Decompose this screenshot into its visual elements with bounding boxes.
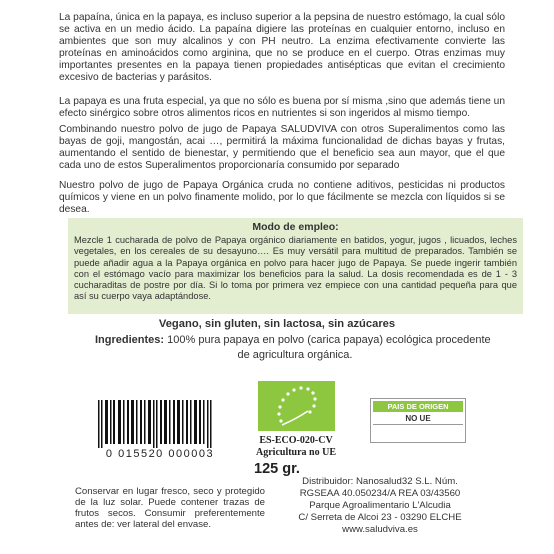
eu-organic-leaf-icon (258, 381, 335, 431)
ingredients (95, 333, 495, 362)
distributor-info (280, 476, 480, 536)
ingredients-text: 100% pura papaya en polvo (carica papaya) ecológica procedente (167, 334, 491, 346)
origin-value: NO UE (373, 414, 463, 425)
description-paragraph-1: La papaína, única en la papaya, es incluso superior a la pepsina de nuestro estómago, la cual sólo se activa en un medio ácido. La papaína digiere las proteínas en cualquier entorno, incluso en ambientes que son muy alcalinos y con PH neutro. La enzima efectivamente convierte las proteínas en aminoácidos como arginina, que no se produce en el cuerpo. Otras enzimas muy importantes presentes en la papaya tienen propiedades antisépticas que evitan el crecimiento excesivo de bacterias y parásitos. (59, 12, 505, 84)
eco-origin: Agricultura no UE (256, 446, 336, 458)
usage-title: Modo de empleo: (252, 221, 339, 233)
distributor-website: www.saludviva.es (342, 524, 418, 535)
usage-text: Mezcle 1 cucharada de polvo de Papaya orgánico diariamente en batidos, yogur, jugos , licuados, leches vegetales, en los cereales de su desayuno…. Es muy versátil para multitud de preparados. También se puede añadir agua a la Papaya orgánica en polvo para hacer jugo de Papaya. Se puede ingerir también con el estómago vacío para maximizar los beneficios para la salud. La dosis recomendada es de 1 - 3 cucharaditas de postre por día. Si lo toma por primera vez empiece con una cantidad pequeña para que así su cuerpo vaya adaptándose. (74, 235, 517, 302)
description-paragraph-4: Nuestro polvo de jugo de Papaya Orgánica cruda no contiene aditivos, pesticidas ni productos químicos y viene en un polvo finamente molido, por lo que fácilmente se mezcla con líquidos si se desea. (59, 180, 505, 216)
distributor-line-3: Parque Agroalimentario L'Alcudia (309, 500, 451, 511)
usage-box (68, 218, 523, 314)
barcode-number: 0 015520 000003 (105, 448, 215, 460)
barcode-bars-icon (96, 400, 214, 448)
ingredients-label: Ingredientes: (95, 334, 165, 346)
diet-tags: Vegano, sin gluten, sin lactosa, sin azúcares (158, 318, 396, 330)
description-paragraph-3: Combinando nuestro polvo de jugo de Papaya SALUDVIVA con otros Superalimentos como las bayas de goji, mangostán, acai …, permitirá la máxima funcionalidad de dichas bayas y frutas, aumentando el sentido de bienestar, y permitiendo que el beneficio sea aun mayor, que el que cada uno de estos Superalimentos proporcionaría consumido por separado (59, 124, 505, 172)
ingredients-text-2: de agricultura orgánica. (237, 349, 353, 361)
eco-certification (236, 435, 356, 458)
description-paragraph-2: La papaya es una fruta especial, ya que no sólo es buena por sí misma ,sino que además tiene un efecto sinérgico sobre otros alimentos ricos en nutrientes si son ingeridos al mismo tiempo. (59, 96, 505, 120)
origin-header: PAIS DE ORIGEN (373, 401, 463, 412)
storage-instructions: Conservar en lugar fresco, seco y protegido de la luz solar. Puede contener trazas de frutos secos. Consumir preferentemente antes de: ver lateral del envase. (75, 486, 265, 530)
distributor-line-1: Distribuidor: Nanosalud32 S.L. Núm. (302, 476, 458, 487)
net-weight: 125 gr. (254, 461, 300, 477)
distributor-line-2: RGSEAA 40.050234/A REA 03/43560 (299, 488, 461, 499)
origin-box (370, 398, 466, 443)
distributor-line-4: C/ Serreta de Alcoi 23 - 03290 ELCHE (298, 512, 462, 523)
eco-code: ES-ECO-020-CV (259, 435, 333, 446)
